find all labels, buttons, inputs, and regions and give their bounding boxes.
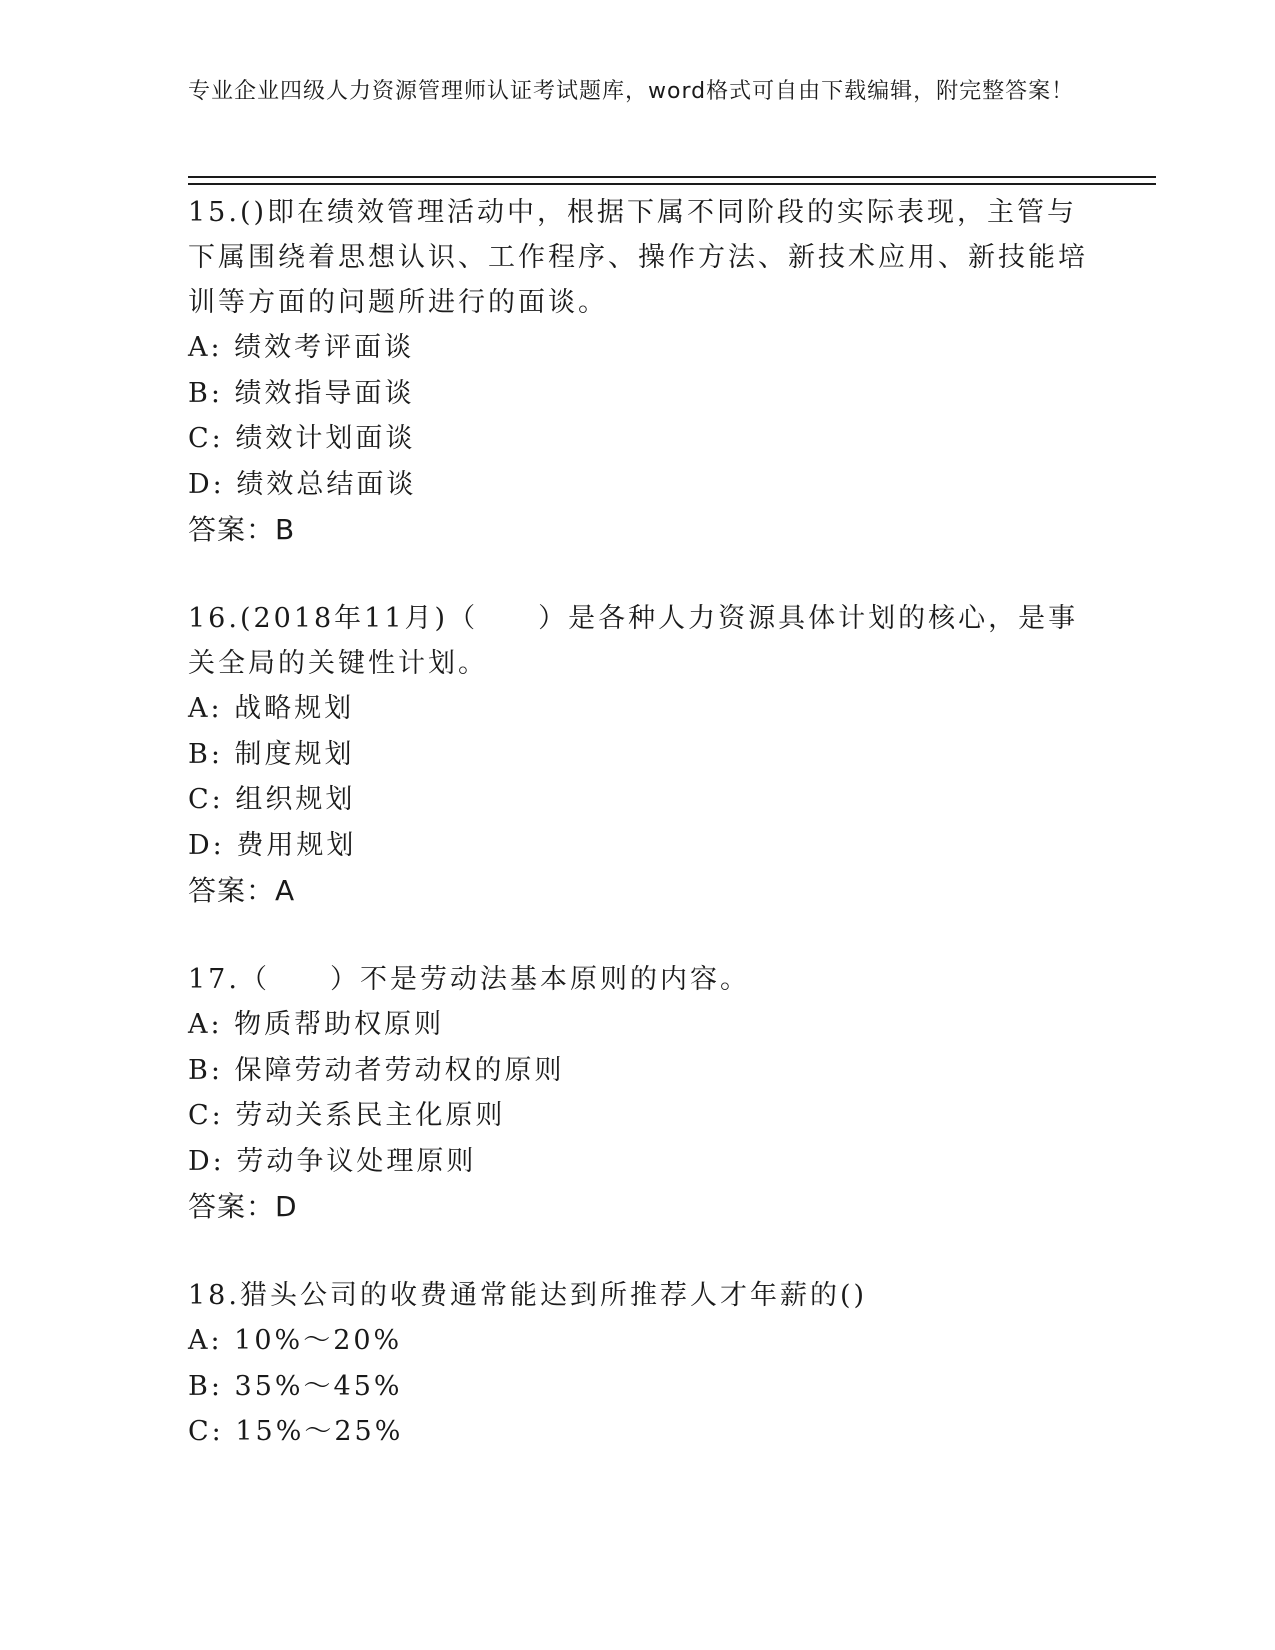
option-a: A: 10%～20% [188, 1325, 403, 1356]
question-18 [188, 1273, 1088, 1455]
option-d: D: 劳动争议处理原则 [188, 1145, 477, 1177]
answer-label: 答案：B [188, 513, 296, 546]
option-b: B: 绩效指导面谈 [188, 377, 415, 409]
option-a: A: 物质帮助权原则 [188, 1009, 445, 1040]
answer-label: 答案：A [188, 874, 296, 907]
question-15 [188, 190, 1088, 553]
question-17 [188, 957, 1088, 1230]
option-c: C: 组织规划 [188, 784, 356, 815]
option-c: C: 15%～25% [188, 1416, 404, 1447]
question-16 [188, 596, 1088, 914]
option-b: B: 制度规划 [188, 738, 355, 770]
document-header: 专业企业四级人力资源管理师认证考试题库，word格式可自由下载编辑，附完整答案！ [188, 79, 1075, 104]
question-stem: 18.猎头公司的收费通常能达到所推荐人才年薪的() [188, 1280, 868, 1311]
option-b: B: 35%～45% [188, 1370, 403, 1402]
option-a: A: 战略规划 [188, 693, 355, 724]
option-c: C: 劳动关系民主化原则 [188, 1100, 506, 1131]
header-divider-top [188, 176, 1156, 178]
option-d: D: 绩效总结面谈 [188, 468, 417, 500]
answer-label: 答案：D [188, 1190, 298, 1223]
option-a: A: 绩效考评面谈 [188, 332, 415, 363]
question-stem: 17.（ ）不是劳动法基本原则的内容。 [188, 964, 750, 995]
header-divider-bottom [188, 183, 1156, 185]
option-c: C: 绩效计划面谈 [188, 423, 416, 454]
option-b: B: 保障劳动者劳动权的原则 [188, 1054, 565, 1086]
question-stem: 15.()即在绩效管理活动中，根据下属不同阶段的实际表现，主管与下属围绕着思想认识、工作程序、操作方法、新技术应用、新技能培训等方面的问题所进行的面谈。 [188, 197, 1088, 318]
option-d: D: 费用规划 [188, 829, 357, 861]
question-list [188, 190, 1088, 1498]
question-stem: 16.(2018年11月)（ ）是各种人力资源具体计划的核心，是事关全局的关键性计划。 [188, 603, 1079, 679]
